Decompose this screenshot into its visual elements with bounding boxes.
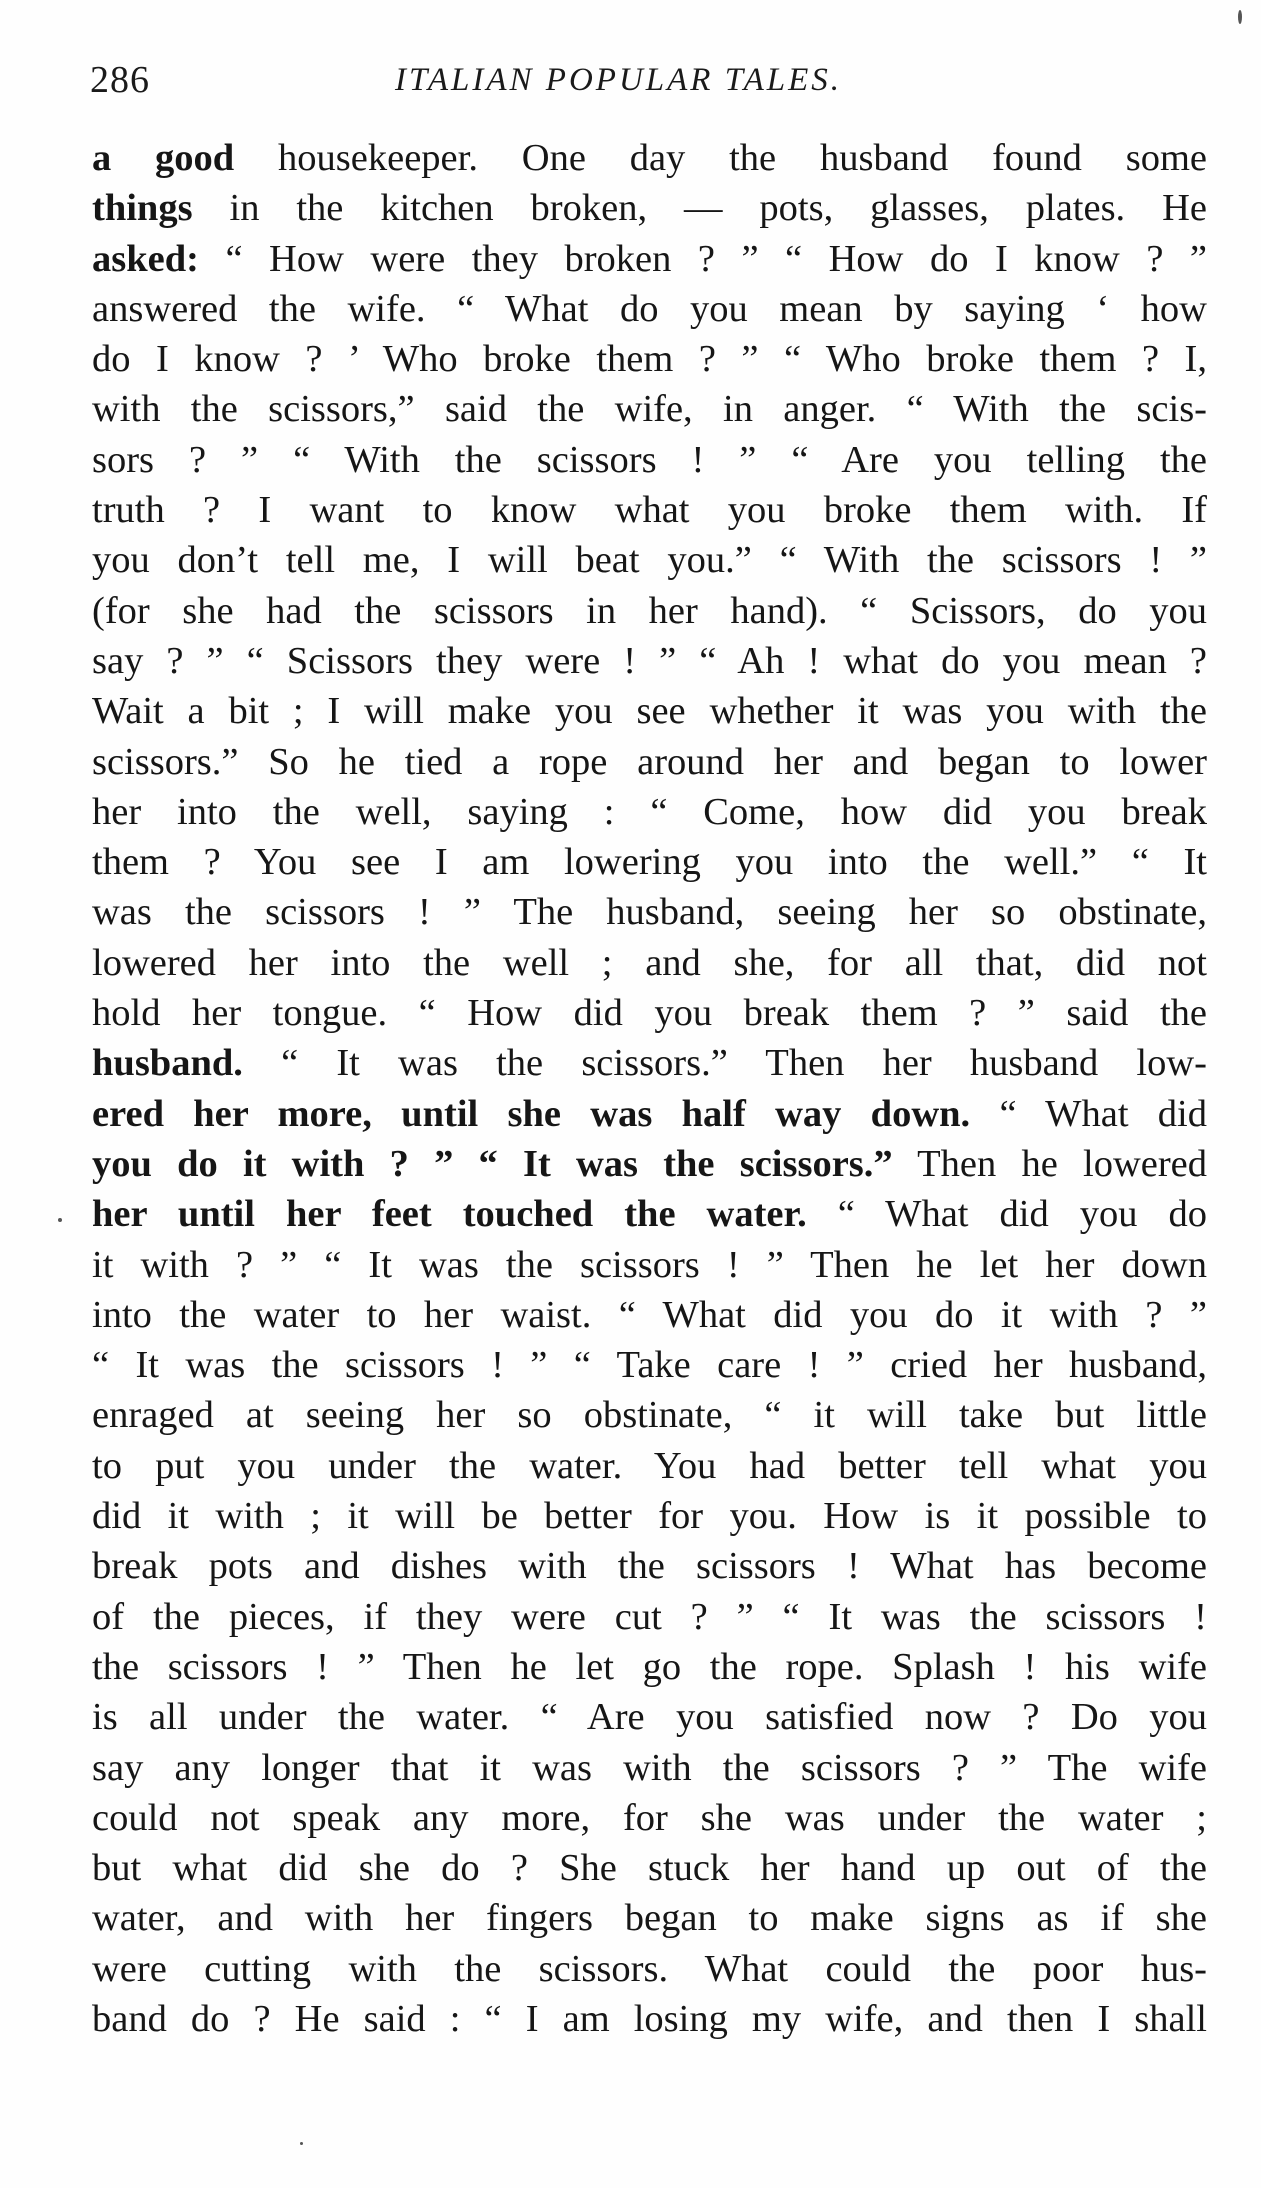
line-text: in the kitchen broken, — pots, glasses, plates. He: [192, 187, 1207, 230]
text-line: [92, 1642, 1207, 1692]
line-text: into the water to her waist. “ What did you do it with ? ”: [92, 1293, 1207, 1336]
text-line: [92, 485, 1207, 535]
bold-text: you do it with ? ” “ It was the scissors.”: [92, 1142, 893, 1185]
text-line: [92, 1592, 1207, 1642]
line-text: housekeeper. One day the husband found some: [234, 137, 1207, 179]
text-line: [92, 183, 1207, 233]
running-head: ITALIAN POPULAR TALES.: [395, 62, 843, 98]
text-line: [92, 1340, 1207, 1390]
text-line: [92, 1743, 1207, 1793]
text-line: [92, 1994, 1207, 2044]
line-text: say ? ” “ Scissors they were ! ” “ Ah ! what do you mean ?: [92, 639, 1207, 682]
line-text: enraged at seeing her so obstinate, “ it will take but little: [92, 1394, 1207, 1437]
line-text: with the scissors,” said the wife, in anger. “ With the scis-: [92, 388, 1207, 431]
text-line: [92, 1189, 1207, 1239]
text-line: [92, 887, 1207, 937]
line-text: Wait a bit ; I will make you see whether it was you with the: [92, 690, 1207, 733]
text-line: [92, 1441, 1207, 1491]
text-line: [92, 988, 1207, 1038]
line-text: of the pieces, if they were cut ? ” “ It was the scissors !: [92, 1595, 1207, 1638]
line-text: hold her tongue. “ How did you break them ? ” said the: [92, 992, 1207, 1035]
text-line: [92, 686, 1207, 736]
line-text: water, and with her fingers began to make signs as if she: [92, 1897, 1207, 1940]
line-text: “ It was the scissors ! ” “ Take care ! ” cried her husband,: [92, 1344, 1207, 1387]
text-line: [92, 334, 1207, 384]
line-text: answered the wife. “ What do you mean by saying ‘ how: [92, 287, 1207, 330]
body-text: [92, 133, 1207, 2044]
line-text: sors ? ” “ With the scissors ! ” “ Are you telling the: [92, 438, 1207, 481]
text-line: [92, 1290, 1207, 1340]
text-line: [92, 1089, 1207, 1139]
print-speck: [58, 1218, 62, 1222]
line-text: scissors.” So he tied a rope around her and began to lower: [92, 740, 1207, 783]
text-line: [92, 535, 1207, 585]
text-line: [92, 1240, 1207, 1290]
text-line: [92, 384, 1207, 434]
bold-text: her until her feet touched the water.: [92, 1193, 807, 1236]
text-line: [92, 1893, 1207, 1943]
text-line: [92, 1390, 1207, 1440]
text-line: [92, 133, 1207, 183]
page-number: 286: [90, 59, 150, 101]
line-text: “ What did: [970, 1092, 1208, 1135]
text-line: [92, 1692, 1207, 1742]
text-line: [92, 837, 1207, 887]
line-text: “ It was the scissors.” Then her husband low-: [242, 1042, 1207, 1085]
line-text: lowered her into the well ; and she, for all that, did not: [92, 941, 1207, 984]
bold-text: ered her more, until she was half way down.: [92, 1092, 971, 1135]
text-line: [92, 586, 1207, 636]
line-text: but what did she do ? She stuck her hand up out of the: [92, 1847, 1207, 1890]
line-text: Then he lowered: [892, 1142, 1207, 1185]
line-text: it with ? ” “ It was the scissors ! ” Then he let her down: [92, 1243, 1207, 1286]
text-line: [92, 435, 1207, 485]
text-line: [92, 234, 1207, 284]
bold-text: a good: [92, 137, 235, 179]
line-text: you don’t tell me, I will beat you.” “ With the scissors ! ”: [92, 539, 1207, 582]
text-line: [92, 938, 1207, 988]
bold-text: asked:: [92, 237, 199, 280]
text-line: [92, 1843, 1207, 1893]
line-text: to put you under the water. You had better tell what you: [92, 1444, 1207, 1487]
print-speck: [1238, 10, 1242, 24]
line-text: say any longer that it was with the scissors ? ” The wife: [92, 1746, 1207, 1789]
text-line: [92, 1038, 1207, 1088]
bold-text: husband.: [92, 1042, 243, 1085]
bold-text: things: [92, 187, 193, 230]
text-line: [92, 1541, 1207, 1591]
page-header: [90, 58, 1205, 114]
text-line: [92, 284, 1207, 334]
line-text: “ How were they broken ? ” “ How do I know ? ”: [198, 237, 1207, 280]
line-text: truth ? I want to know what you broke them with. If: [92, 489, 1207, 532]
print-speck: [300, 2142, 303, 2145]
line-text: did it with ; it will be better for you. How is it possible to: [92, 1495, 1207, 1538]
text-line: [92, 1944, 1207, 1994]
line-text: band do ? He said : “ I am losing my wife, and then I shall: [92, 1997, 1207, 2040]
text-line: [92, 636, 1207, 686]
text-line: [92, 1491, 1207, 1541]
line-text: were cutting with the scissors. What could the poor hus-: [92, 1947, 1207, 1990]
line-text: them ? You see I am lowering you into the well.” “ It: [92, 841, 1207, 884]
line-text: do I know ? ’ Who broke them ? ” “ Who broke them ? I,: [92, 338, 1207, 381]
line-text: her into the well, saying : “ Come, how did you break: [92, 790, 1207, 833]
text-line: [92, 787, 1207, 837]
line-text: is all under the water. “ Are you satisfied now ? Do you: [92, 1696, 1207, 1739]
text-line: [92, 737, 1207, 787]
text-line: [92, 1139, 1207, 1189]
text-line: [92, 1793, 1207, 1843]
line-text: (for she had the scissors in her hand). “ Scissors, do you: [92, 589, 1207, 632]
line-text: was the scissors ! ” The husband, seeing her so obstinate,: [92, 891, 1207, 934]
line-text: break pots and dishes with the scissors ! What has become: [92, 1545, 1207, 1588]
line-text: the scissors ! ” Then he let go the rope. Splash ! his wife: [92, 1645, 1207, 1688]
line-text: “ What did you do: [806, 1193, 1208, 1236]
line-text: could not speak any more, for she was under the water ;: [92, 1796, 1207, 1839]
